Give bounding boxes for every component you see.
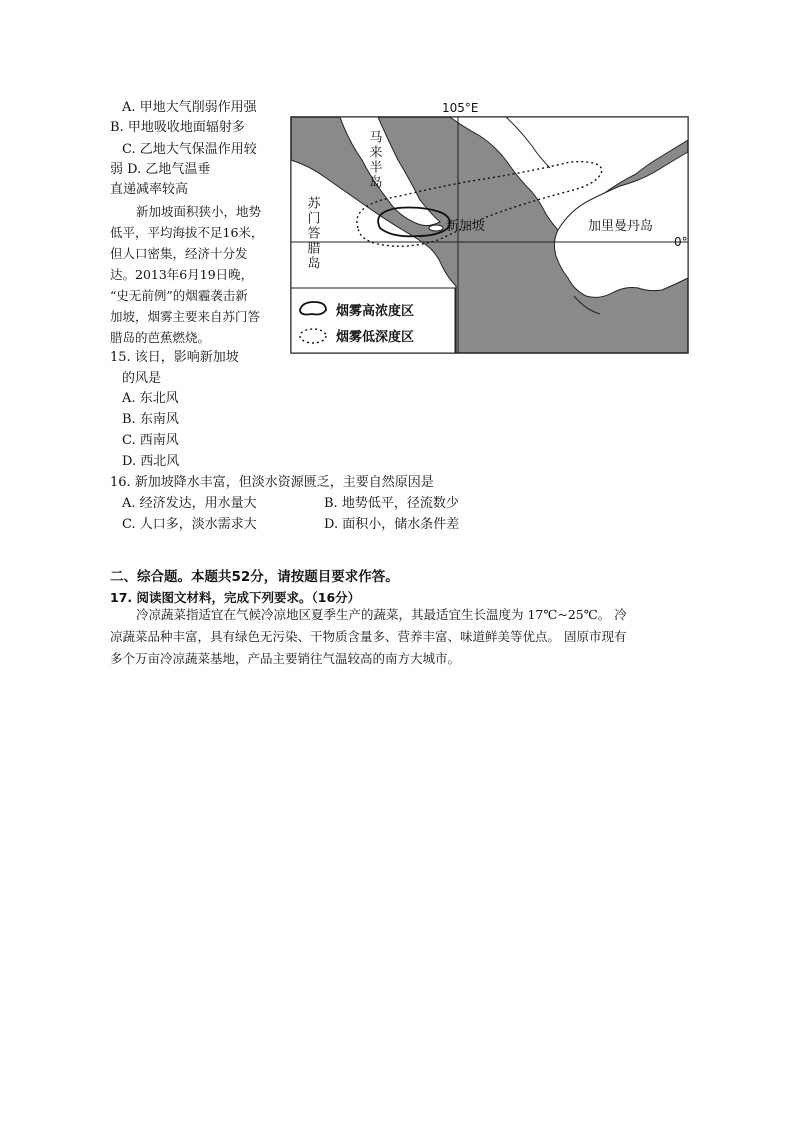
q16-option-c: C. 人口多，淡水需求大 — [122, 517, 257, 532]
sumatra-label: 苏门答腊岛 — [304, 196, 320, 271]
borneo-label: 加里曼丹岛 — [588, 219, 654, 234]
option-c-prev: C. 乙地大气保温作用较 — [122, 142, 257, 157]
option-b-prev: B. 甲地吸收地面辐射多 — [110, 120, 245, 135]
singapore-island — [429, 225, 443, 231]
passage-line: 低平，平均海拔不足16米， — [110, 225, 264, 240]
q16-option-d: D. 面积小，储水条件差 — [324, 517, 460, 532]
equator-label: 0° — [674, 235, 688, 249]
q16-option-a: A. 经济发达，用水量大 — [122, 496, 257, 511]
q16-option-b: B. 地势低平，径流数少 — [324, 496, 459, 511]
legend-low-label: 烟雾低深度区 — [336, 330, 415, 345]
passage-line: “史无前例”的烟霾袭击新 — [110, 288, 248, 303]
q15-stem: 15. 该日，影响新加坡 — [110, 350, 239, 365]
singapore-label: 新加坡 — [446, 219, 486, 234]
q15-option-c: C. 西南风 — [122, 433, 179, 448]
passage-line: 腊岛的芭蕉燃烧。 — [110, 330, 211, 345]
option-d-cont-prev: 直递减率较高 — [110, 182, 189, 197]
passage-line: 但人口密集，经济十分发 — [110, 246, 248, 261]
passage-line: 达。2013年6月19日晚， — [110, 267, 254, 282]
option-a-prev: A. 甲地大气削弱作用强 — [122, 100, 257, 115]
q17-title: 17. 阅读图文材料，完成下列要求。（16分） — [110, 590, 361, 605]
q15-option-b: B. 东南风 — [122, 412, 179, 427]
q15-option-a: A. 东北风 — [122, 391, 179, 406]
passage-line: 加坡，烟雾主要来自苏门答 — [110, 309, 261, 324]
section-heading: 二、综合题。本题共52分，请按题目要求作答。 — [110, 569, 399, 585]
q17-paragraph-line: 冷凉蔬菜指适宜在气候冷凉地区夏季生产的蔬菜，其最适宜生长温度为 17℃~25℃。 冷 — [136, 607, 627, 622]
singapore-haze-map — [270, 100, 690, 360]
q16-stem: 16. 新加坡降水丰富，但淡水资源匮乏，主要自然原因是 — [110, 475, 434, 490]
q15-stem-cont: 的风是 — [122, 371, 162, 386]
q17-paragraph-line: 多个万亩冷凉蔬菜基地，产品主要销往气温较高的南方大城市。 — [110, 651, 461, 666]
malay-label: 马来半岛 — [366, 130, 382, 190]
legend-high-label: 烟雾高浓度区 — [336, 304, 415, 319]
option-c-d-prev: 弱 D. 乙地气温垂 — [110, 162, 211, 177]
q15-option-d: D. 西北风 — [122, 454, 180, 469]
q17-paragraph-line: 凉蔬菜品种丰富，具有绿色无污染、干物质含量多、营养丰富、味道鲜美等优点。 固原市现有 — [110, 629, 627, 644]
passage-line: 新加坡面积狭小，地势 — [136, 204, 262, 219]
longitude-label: 105°E — [442, 101, 479, 115]
